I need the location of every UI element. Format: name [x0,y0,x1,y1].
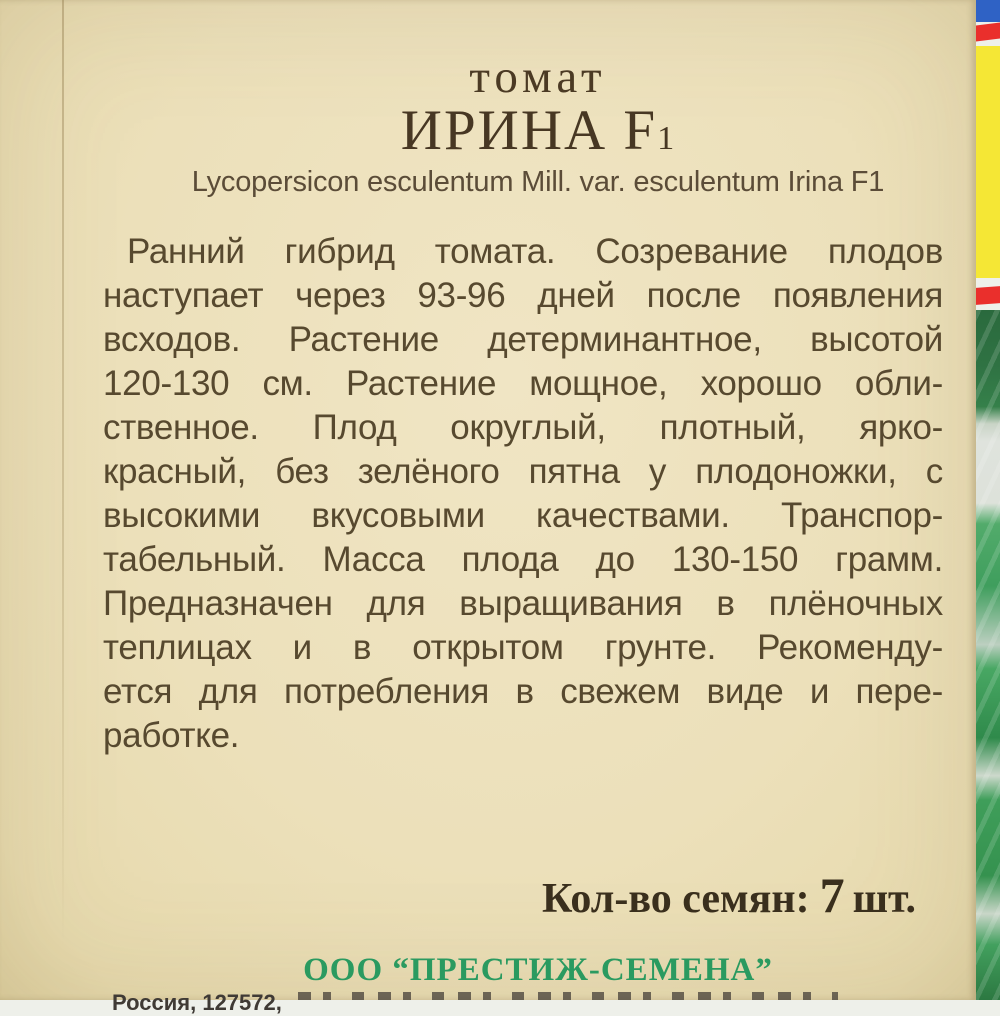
neighbor-packet-strip [976,0,1000,1000]
description-line: красный, без зелёного пятна у плодоножки, с [103,452,943,491]
description-line: всходов. Растение детерминантное, высотой [103,320,943,359]
description-line: Ранний гибрид томата. Созревание плодов [127,232,943,271]
variety-name: ИРИНА F [400,99,658,162]
foliage-photo [976,310,1000,1000]
address-unreadable-marks [298,992,838,1000]
description-line: табельный. Масса плода до 130-150 грамм. [103,540,943,579]
address-text: Россия, 127572, [112,990,282,1015]
description-line: ется для потребления в свежем виде и пере- [103,672,943,711]
yellow-strip [976,46,1000,278]
description-line: 120-130 см. Растение мощное, хорошо обли- [103,364,943,403]
blue-strip [976,0,1000,22]
description-line: теплицах и в открытом грунте. Рекоменду- [103,628,943,667]
packet-fold-seam [62,0,64,948]
description-line: ственное. Плод округлый, плотный, ярко- [103,408,943,447]
description-line: работке. [103,716,240,755]
seed-count-label: Кол-во семян: [541,876,810,922]
variety-title [103,98,973,163]
crop-category-title: томат [469,51,607,103]
red-strip-top [976,23,1000,42]
address-line-clipped [112,990,932,1015]
seed-count-value: 7 [819,867,845,923]
seed-count [542,866,916,924]
red-strip-bottom [976,286,1000,305]
description-line: наступает через 93-96 дней после появления [103,276,943,315]
description-line: Предназначен для выращивания в плёночных [103,584,943,623]
seed-count-unit: шт. [852,876,916,922]
latin-botanical-name: Lycopersicon esculentum Mill. var. esculentum Irina F1 [191,166,885,198]
variety-generation: 1 [657,120,676,157]
description-line: высокими вкусовыми качествами. Транспор- [103,496,943,535]
manufacturer-name: ООО “ПРЕСТИЖ-СЕМЕНА” [303,952,773,988]
variety-description [103,230,943,758]
